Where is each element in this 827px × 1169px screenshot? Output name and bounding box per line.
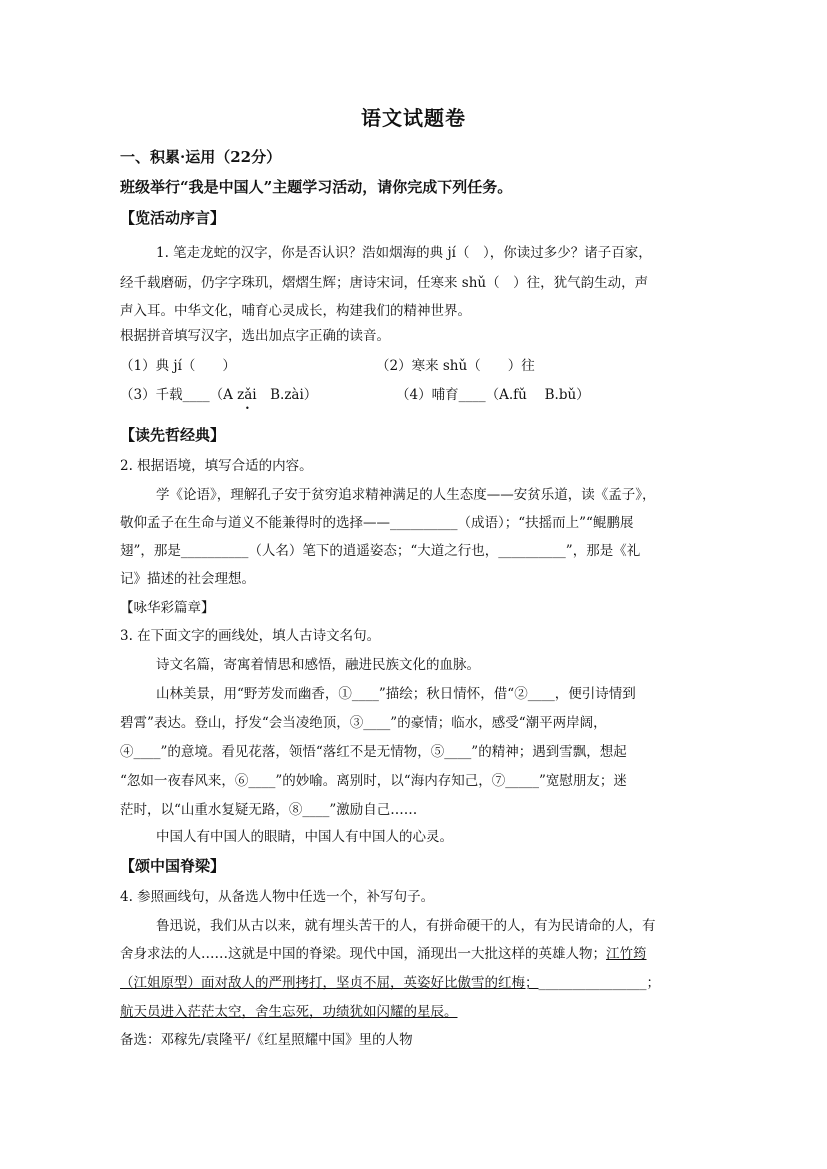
answer-blank[interactable]: ________________ (538, 975, 647, 991)
example-underlined-text: （江姐原型）面对敌人的严刑拷打，坚贞不屈，英姿好比傲雪的红梅； (120, 975, 539, 991)
block3-line: 诗文名篇，寄寓着情思和感悟，融进民族文化的血脉。 (156, 657, 480, 673)
block2-line: 记》描述的社会理想。 (120, 571, 255, 587)
block3-line: 中国人有中国人的眼睛，中国人有中国人的心灵。 (156, 829, 453, 845)
block3-line: 茫时，以“山重水复疑无路，⑧____”激励自己…… (120, 802, 418, 818)
block2-question: 2. 根据语境，填写合适的内容。 (120, 458, 313, 474)
question-1-3: （3）千载____（A zǎi B.zài） (120, 387, 318, 403)
block4-line-text: 舍身求法的人……这就是中国的脊梁。现代中国，涌现出一大批这样的英雄人物； (120, 946, 606, 962)
options-text: 备选：邓稼先/袁隆平/《红星照耀中国》里的人物 (120, 1032, 413, 1048)
block3-line: ④____”的意境。看见花落，领悟“落红不是无情物，⑤____”的精神；遇到雪飘，想起 (120, 744, 627, 760)
block1-heading: 【览活动序言】 (120, 209, 226, 227)
block1-para-line: 1. 笔走龙蛇的汉字，你是否认识？浩如烟海的典 jí（ ），你读过多少？诸子百家， (156, 245, 652, 261)
question-1-4: （4）哺育____（A.fǔ B.bǔ） (396, 387, 590, 403)
block4-question: 4. 参照画线句，从备选人物中任选一个，补写句子。 (120, 889, 435, 905)
block3-line: “忽如一夜春风来，⑥____”的妙喻。离别时，以“海内存知己，⑦_____”宽慰朋友；迷 (120, 773, 627, 789)
block4-line (120, 943, 647, 965)
block4-line: 鲁迅说，我们从古以来，就有埋头苦干的人，有拼命硬干的人，有为民请命的人，有 (156, 918, 656, 934)
question-1-1: （1）典 jí（ ） (120, 358, 236, 374)
block1-para-line: 经千载磨砺，仍字字珠玑，熠熠生辉；唐诗宋词，任寒来 shǔ（ ）往，犹气韵生动，声 (120, 275, 649, 291)
intro-text: 班级举行“我是中国人”主题学习活动，请你完成下列任务。 (120, 178, 513, 196)
section-heading: 一、积累·运用（22分） (120, 148, 282, 166)
semicolon: ； (646, 975, 660, 991)
question-1-2: （2）寒来 shǔ（ ）往 (376, 358, 535, 374)
block2-line: 学《论语》，理解孔子安于贫穷追求精神满足的人生态度——安贫乐道，读《孟子》， (156, 487, 656, 503)
block4-heading: 【颂中国脊梁】 (120, 857, 226, 875)
block2-line: 敬仰孟子在生命与道义不能兼得时的选择——__________（成语）；“扶摇而上”“鲲鹏展 (120, 515, 634, 531)
block2-heading: 【读先哲经典】 (120, 426, 226, 444)
block3-question: 3. 在下面文字的画线处，填人古诗文名句。 (120, 628, 381, 644)
example-underlined-text: 江竹筠 (606, 946, 647, 962)
block3-line: 山林美景，用“野芳发而幽香，①____”描绘；秋日情怀，借“②____，便引诗情到 (156, 686, 636, 702)
block3-heading: 【咏华彩篇章】 (120, 600, 215, 616)
emphasis-dot: • (245, 404, 250, 413)
block1-para-line: 声入耳。中华文化，哺育心灵成长，构建我们的精神世界。 (120, 303, 471, 319)
block1-instruction: 根据拼音填写汉字，选出加点字正确的读音。 (120, 328, 390, 344)
block3-line: 碧霄”表达。登山，抒发“会当凌绝顶，③____”的豪情；临水，感受“潮平两岸阔， (120, 715, 607, 731)
block2-line: 翅”，那是__________（人名）笔下的逍遥姿态；“大道之行也，__________”，那是《礼 (120, 543, 641, 559)
example-underlined-text: 航天员进入茫茫太空，舍生忘死，功绩犹如闪耀的星辰。 (120, 1004, 458, 1020)
block4-line (120, 972, 660, 994)
page-title: 语文试题卷 (361, 106, 466, 130)
